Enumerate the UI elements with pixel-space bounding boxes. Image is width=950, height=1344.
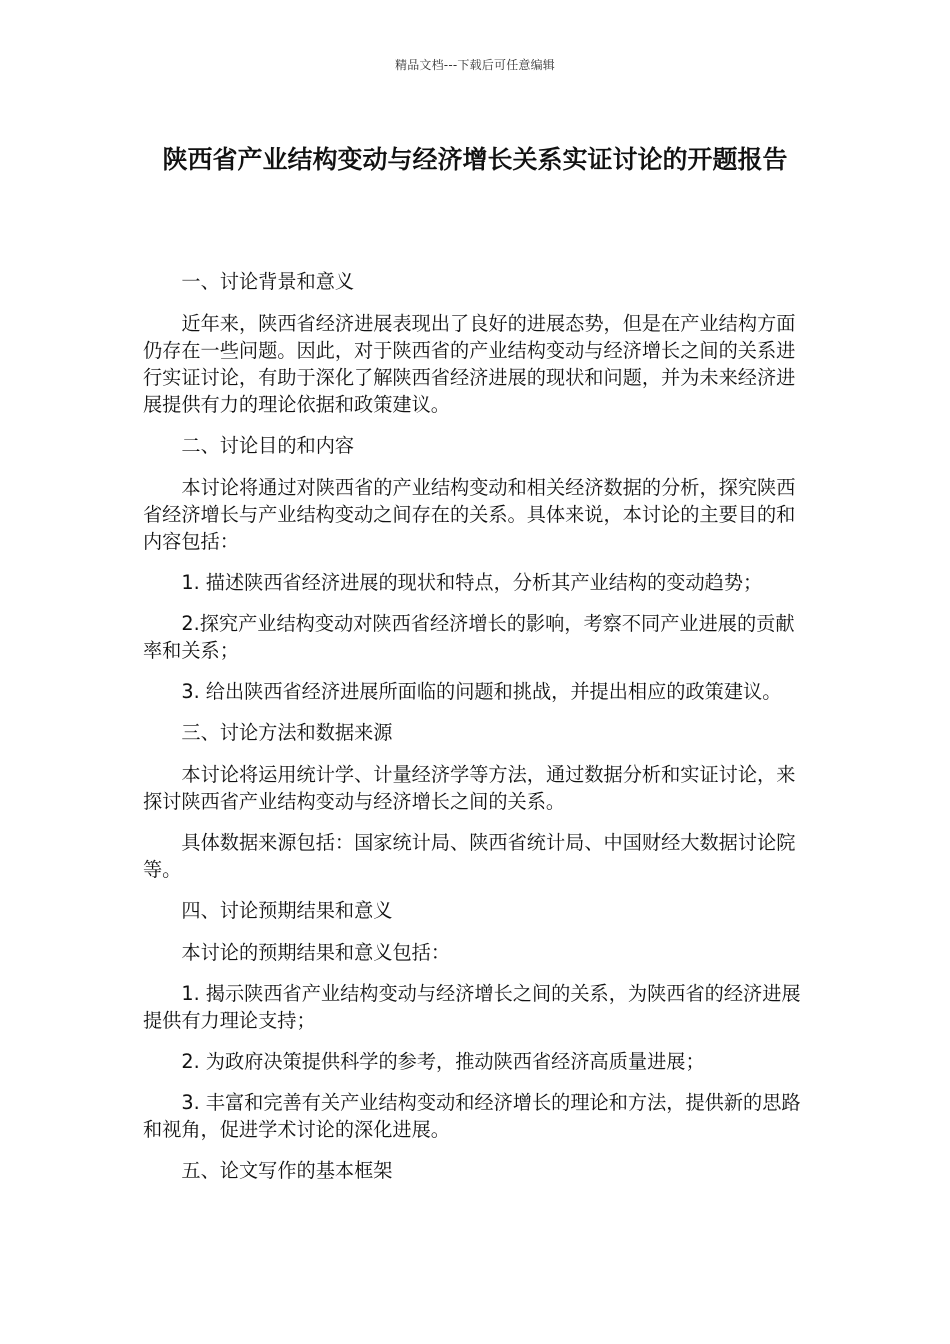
header-note: 精品文档---下载后可任意编辑 <box>395 58 555 72</box>
section-1-paragraph-1: 近年来，陕西省经济进展表现出了良好的进展态势，但是在产业结构方面仍存在一些问题。因此，对于陕西省的产业结构变动与经济增长之间的关系进行实证讨论，有助于深化了解陕西省经济进展的现状和问题，并为未来经济进展提供有力的理论依据和政策建议。 <box>143 312 796 416</box>
section-2-list-item-3: 3. 给出陕西省经济进展所面临的问题和挑战，并提出相应的政策建议。 <box>181 680 782 703</box>
section-heading-3: 三、讨论方法和数据来源 <box>181 721 393 744</box>
section-4-list-item-3: 3. 丰富和完善有关产业结构变动和经济增长的理论和方法，提供新的思路和视角，促进学术讨论的深化进展。 <box>143 1091 801 1141</box>
section-heading-4: 四、讨论预期结果和意义 <box>181 899 393 922</box>
section-4-paragraph-1: 本讨论的预期结果和意义包括： <box>181 941 451 964</box>
section-heading-1: 一、讨论背景和意义 <box>181 270 355 293</box>
section-heading-5: 五、论文写作的基本框架 <box>181 1159 393 1182</box>
section-3-paragraph-2: 具体数据来源包括：国家统计局、陕西省统计局、中国财经大数据讨论院等。 <box>143 831 796 881</box>
section-2-list-item-1: 1. 描述陕西省经济进展的现状和特点，分析其产业结构的变动趋势； <box>181 571 763 594</box>
section-heading-2: 二、讨论目的和内容 <box>181 434 355 457</box>
section-2-list-item-2: 2.探究产业结构变动对陕西省经济增长的影响，考察不同产业进展的贡献率和关系； <box>143 612 795 662</box>
section-4-list-item-1: 1. 揭示陕西省产业结构变动与经济增长之间的关系，为陕西省的经济进展提供有力理论支持； <box>143 982 801 1032</box>
section-4-list-item-2: 2. 为政府决策提供科学的参考，推动陕西省经济高质量进展； <box>181 1050 705 1073</box>
document-body <box>143 268 807 1199</box>
document-title: 陕西省产业结构变动与经济增长关系实证讨论的开题报告 <box>162 145 788 174</box>
section-2-paragraph-1: 本讨论将通过对陕西省的产业结构变动和相关经济数据的分析，探究陕西省经济增长与产业结构变动之间存在的关系。具体来说，本讨论的主要目的和内容包括： <box>143 476 796 553</box>
section-3-paragraph-1: 本讨论将运用统计学、计量经济学等方法，通过数据分析和实证讨论，来探讨陕西省产业结构变动与经济增长之间的关系。 <box>143 763 796 813</box>
